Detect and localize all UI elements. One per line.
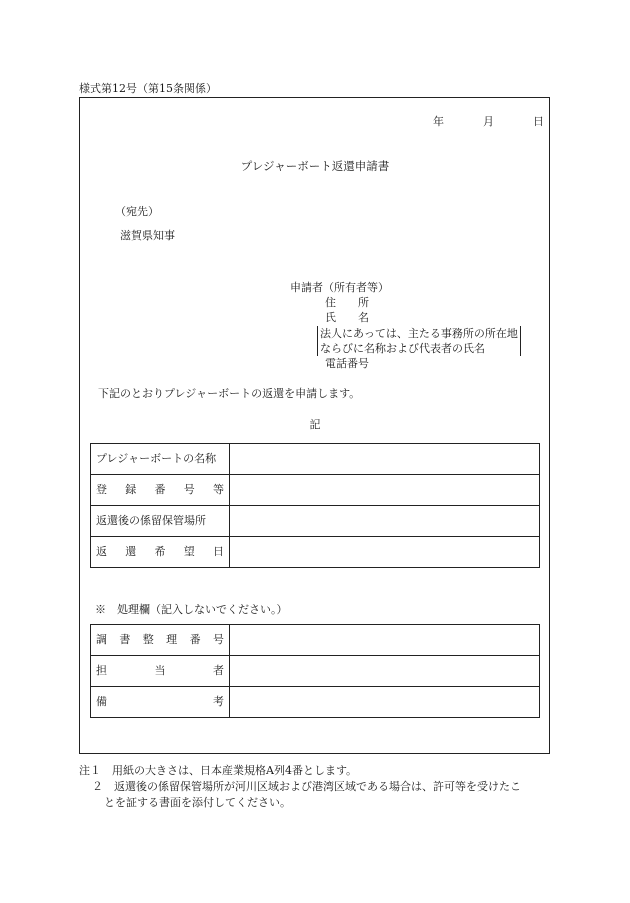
label-char: 調 [96,632,107,646]
corporate-note-line1: 法人にあっては、主たる事務所の所在地 [320,327,518,340]
ki-heading: 記 [309,418,321,431]
label-char: 日 [213,544,224,558]
label-char: 号 [183,482,195,496]
details-table [90,443,540,568]
table-row [91,444,540,475]
processing-note: ※ 処理欄（記入しないでください。） [95,603,288,616]
processing-table [90,624,540,718]
label-char: 当 [154,663,166,677]
phone-label: 電話番号 [325,357,369,370]
row-label [91,475,230,506]
table-row [91,537,540,568]
registration-number-field[interactable] [230,475,540,506]
label-char: 担 [96,663,107,677]
date-line [433,115,544,129]
label-char: 返 [96,544,107,558]
note-2-line2: とを証する書面を添付してください。 [104,796,291,809]
label-char: 望 [183,544,195,558]
table-row [91,687,540,718]
table-row [91,656,540,687]
label-char: 登 [96,482,107,496]
row-label [91,656,230,687]
date-month-label: 月 [483,115,494,128]
label-char: 番 [154,482,166,496]
label-char: 番 [189,632,201,646]
row-label: 返還後の係留保管場所 [91,506,230,537]
label-char: 備 [96,694,107,708]
file-number-field[interactable] [230,625,540,656]
storage-location-field[interactable] [230,506,540,537]
row-label [91,625,230,656]
date-year-label: 年 [433,115,444,128]
label-char: 希 [154,544,166,558]
address-label: 住 所 [325,296,369,309]
label-char: 者 [213,663,224,677]
row-label [91,687,230,718]
corporate-note-line2: ならびに名称および代表者の氏名 [320,342,485,355]
label-char: 等 [213,482,224,496]
form-number: 様式第12号（第15条関係） [79,82,217,95]
row-label [91,537,230,568]
date-day-label: 日 [533,115,544,128]
addressee: 滋賀県知事 [120,229,175,242]
label-char: 考 [213,694,224,708]
name-label: 氏 名 [325,311,369,324]
label-char: 号 [212,632,224,646]
return-date-field[interactable] [230,537,540,568]
statement: 下記のとおりプレジャーボートの返還を申請します。 [98,387,361,400]
page-title: プレジャーボート返還申請書 [240,159,390,173]
person-in-charge-field[interactable] [230,656,540,687]
applicant-heading: 申請者（所有者等） [290,281,389,294]
addressee-label: （宛先） [115,205,159,218]
label-char: 還 [125,544,137,558]
table-row [91,625,540,656]
corporate-note [317,326,521,356]
label-char: 書 [119,632,131,646]
label-char: 理 [166,632,178,646]
label-char: 整 [142,632,154,646]
label-char: 録 [125,482,137,496]
table-row [91,506,540,537]
note-2-line1: ２ 返還後の係留保管場所が河川区域および港湾区域である場合は、許可等を受けたこ [92,780,521,793]
table-row [91,475,540,506]
note-1: 注１ 用紙の大きさは、日本産業規格A列4番とします。 [79,764,358,777]
remarks-field[interactable] [230,687,540,718]
row-label: プレジャーボートの名称 [91,444,230,475]
boat-name-field[interactable] [230,444,540,475]
